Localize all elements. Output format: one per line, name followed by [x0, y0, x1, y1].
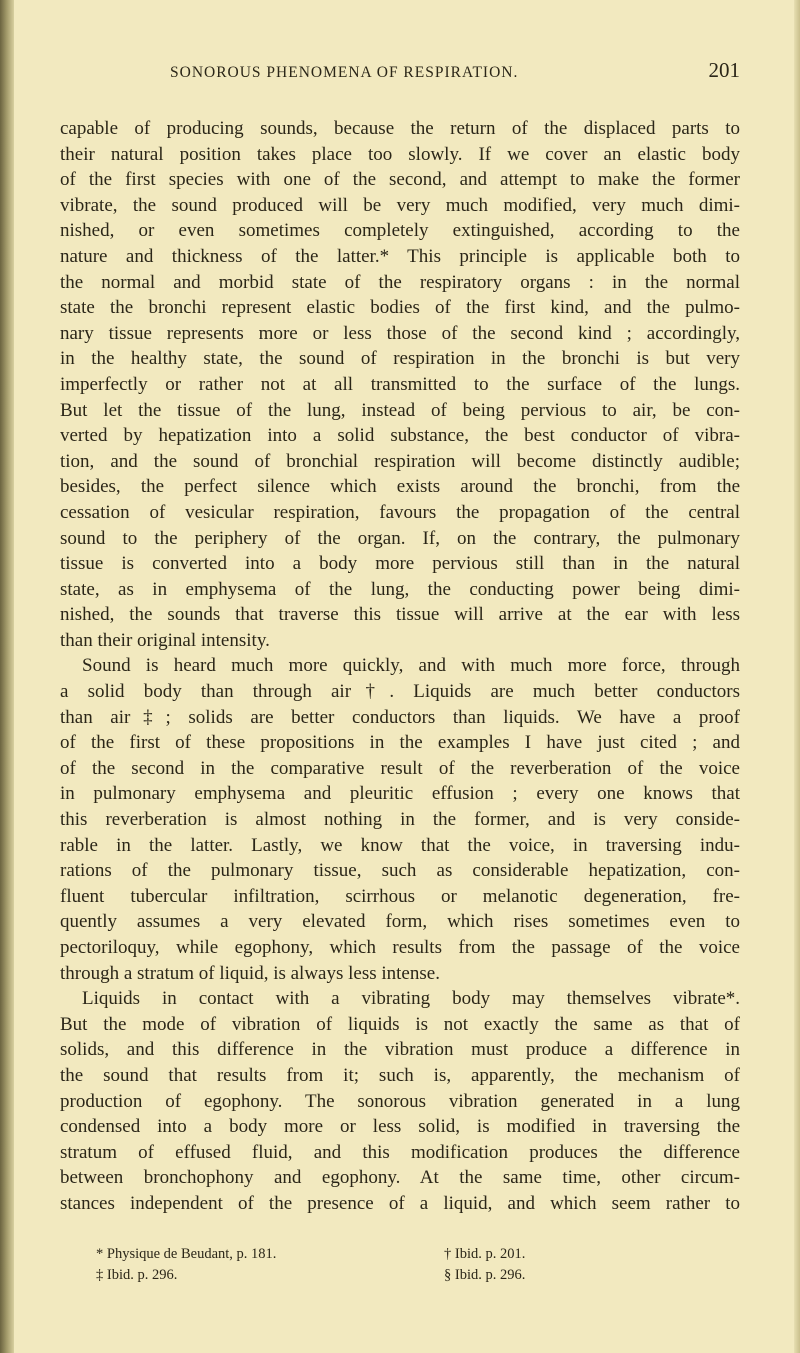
footnote: * Physique de Beudant, p. 181.: [96, 1246, 277, 1262]
text-line: stances independent of the presence of a liquid, and which seem rather to: [60, 1192, 740, 1214]
page-number: 201: [708, 58, 740, 82]
book-gutter-edge: [0, 0, 14, 1353]
footnotes-left: [96, 1244, 276, 1286]
text-line: nature and thickness of the latter.* This principle is applicable both to: [60, 245, 740, 267]
text-line: verted by hepatization into a solid substance, the best conductor of vibra-: [60, 425, 740, 447]
footnote: ‡ Ibid. p. 296.: [96, 1267, 178, 1283]
footnote: § Ibid. p. 296.: [444, 1267, 526, 1283]
text-line: But the mode of vibration of liquids is not exactly the same as that of: [60, 1013, 740, 1035]
footnotes-right: [444, 1244, 525, 1286]
text-line: capable of producing sounds, because the return of the displaced parts to: [60, 118, 740, 139]
footnote: † Ibid. p. 201.: [444, 1246, 526, 1262]
text-line: rations of the pulmonary tissue, such as considerable hepatization, con-: [60, 860, 740, 882]
text-line: of the first species with one of the second, and attempt to make the former: [60, 169, 740, 191]
text-line: nished, or even sometimes completely extinguished, according to the: [60, 220, 740, 242]
text-line: tissue is converted into a body more pervious still than in the natural: [60, 553, 740, 575]
text-line: condensed into a body more or less solid, is modified in traversing the: [60, 1116, 740, 1138]
text-line: state the bronchi represent elastic bodies of the first kind, and the pulmo-: [60, 297, 740, 319]
text-line: in the healthy state, the sound of respiration in the bronchi is but very: [60, 348, 740, 370]
text-line: tion, and the sound of bronchial respiration will become distinctly audible;: [60, 450, 740, 472]
text-line: pectoriloquy, while egophony, which results from the passage of the voice: [60, 937, 740, 958]
text-line: quently assumes a very elevated form, which rises sometimes even to: [60, 911, 740, 933]
text-line: state, as in emphysema of the lung, the conducting power being dimi-: [60, 578, 740, 600]
text-line: than air‡; solids are better conductors than liquids. We have a proof: [60, 706, 740, 728]
text-line: imperfectly or rather not at all transmitted to the surface of the lungs.: [60, 373, 740, 395]
text-line: the normal and morbid state of the respiratory organs : in the normal: [60, 271, 740, 293]
text-line: solids, and this difference in the vibration must produce a difference in: [60, 1039, 740, 1061]
text-line: this reverberation is almost nothing in the former, and is very conside-: [60, 809, 740, 831]
text-line: stratum of effused fluid, and this modification produces the difference: [60, 1141, 740, 1163]
text-line: through a stratum of liquid, is always less intense.: [60, 962, 440, 984]
text-line: of the first of these propositions in the examples I have just cited ; and: [60, 732, 740, 754]
text-line: sound to the periphery of the organ. If, on the contrary, the pulmonary: [60, 527, 740, 549]
text-line: between bronchophony and egophony. At the same time, other circum-: [60, 1167, 740, 1189]
text-line: besides, the perfect silence which exists around the bronchi, from the: [60, 476, 740, 498]
text-line: rable in the latter. Lastly, we know that the voice, in traversing indu-: [60, 834, 740, 856]
running-title: SONOROUS PHENOMENA OF RESPIRATION.: [170, 64, 519, 81]
text-line: in pulmonary emphysema and pleuritic effusion ; every one knows that: [60, 783, 740, 805]
text-line: a solid body than through air†. Liquids are much better conductors: [60, 681, 740, 703]
text-line: of the second in the comparative result of the reverberation of the voice: [60, 757, 740, 779]
text-line: nary tissue represents more or less those of the second kind ; accordingly,: [60, 322, 740, 344]
text-line: fluent tubercular infiltration, scirrhous or melanotic degeneration, fre-: [60, 885, 740, 907]
text-line: cessation of vesicular respiration, favours the propagation of the central: [60, 501, 740, 523]
text-line: their natural position takes place too slowly. If we cover an elastic body: [60, 143, 740, 165]
text-line: Liquids in contact with a vibrating body may themselves vibrate*.: [82, 988, 740, 1010]
text-line: Sound is heard much more quickly, and with much more force, through: [82, 655, 740, 677]
text-line: than their original intensity.: [60, 629, 270, 651]
text-line: production of egophony. The sonorous vibration generated in a lung: [60, 1090, 740, 1112]
text-line: the sound that results from it; such is, apparently, the mechanism of: [60, 1064, 740, 1086]
text-line: vibrate, the sound produced will be very much modified, very much dimi-: [60, 194, 740, 216]
text-line: But let the tissue of the lung, instead of being pervious to air, be con-: [60, 399, 740, 421]
page-right-edge: [794, 0, 800, 1353]
page-header: [170, 58, 740, 88]
text-line: nished, the sounds that traverse this tissue will arrive at the ear with less: [60, 604, 740, 626]
body-text: [60, 116, 740, 1217]
